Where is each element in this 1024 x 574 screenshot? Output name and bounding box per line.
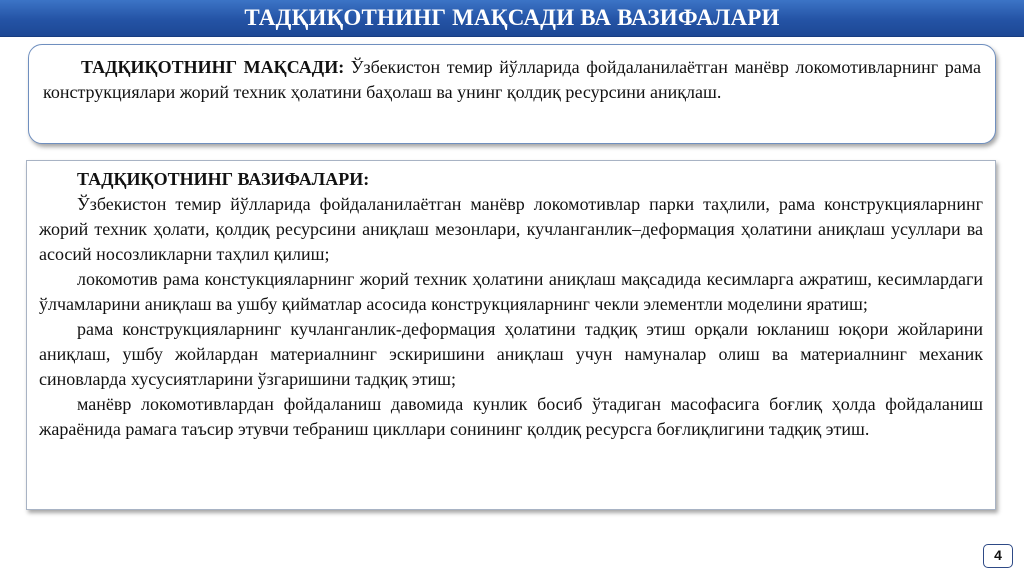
goal-box	[28, 44, 996, 144]
task-item-1: Ўзбекистон темир йўлларида фойдаланилаётган манёвр локомотивлар парки таҳлили, рама конструкцияларнинг жорий техник ҳолати, қолдиқ ресурсини аниқлаш мезонлари, кучланганлик–деформация ҳолатини аниқлаш усуллари ва асосий носозликларни таҳлил қилиш;	[39, 194, 983, 264]
task-item-3: рама конструкцияларнинг кучланганлик-деформация ҳолатини тадқиқ этиш орқали юкланиш юқори жойларини аниқлаш, ушбу жойлардан материалнинг эскиришини аниқлаш учун намуналар олиш ва материалнинг механик синовларда хусусиятларини ўзгаришини тадқиқ этиш;	[39, 319, 983, 389]
goal-text: Ўзбекистон темир йўлларида фойдаланилаётган манёвр локомотивларнинг рама конструкциялари жорий техник ҳолатини баҳолаш ва унинг қолдиқ ресурсини аниқлаш.	[43, 57, 981, 102]
slide-title: ТАДҚИҚОТНИНГ МАҚСАДИ ВА ВАЗИФАЛАРИ	[244, 5, 780, 30]
goal-paragraph	[43, 55, 981, 105]
title-banner	[0, 0, 1024, 37]
tasks-box	[26, 160, 996, 510]
goal-label: ТАДҚИҚОТНИНГ МАҚСАДИ:	[81, 57, 345, 77]
task-item-2: локомотив рама констукцияларнинг жорий техник ҳолатини аниқлаш мақсадида кесимларга ажратиш, кесимлардаги ўлчамларини аниқлаш ва ушбу қийматлар асосида конструкцияларнинг чекли элементли моделини яратиш;	[39, 269, 983, 314]
tasks-heading: ТАДҚИҚОТНИНГ ВАЗИФАЛАРИ:	[77, 169, 370, 189]
page-number: 4	[983, 544, 1013, 568]
task-item-4: манёвр локомотивлардан фойдаланиш давомида кунлик босиб ўтадиган масофасига боғлиқ ҳолда фойдаланиш жараёнида рамага таъсир этувчи тебраниш цикллари сонининг қолдиқ ресурсга боғлиқлигини тадқиқ этиш.	[39, 394, 983, 439]
